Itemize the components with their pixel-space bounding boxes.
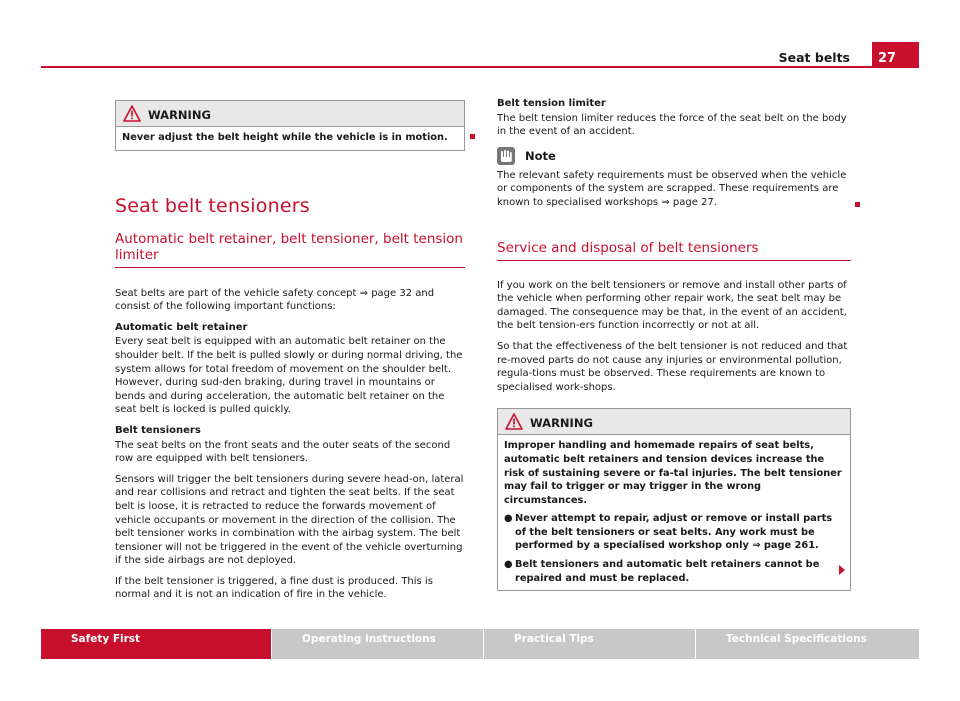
continue-arrow-icon (838, 565, 846, 575)
warning-title: WARNING (148, 108, 211, 122)
running-header-title: Seat belts (778, 50, 850, 65)
warning-title: WARNING (530, 416, 593, 431)
tab-safety-first[interactable]: Safety First (41, 629, 271, 659)
retainer-heading: Automatic belt retainer (115, 321, 248, 333)
page-number: 27 (872, 42, 919, 68)
right-column (497, 97, 851, 591)
note-hand-icon (497, 147, 515, 165)
warning-bullet-text: Never attempt to repair, adjust or remove or install parts of the belt tensioners or seat belts. Any work must be performed by a specialised workshop only ⇒ page 261. (515, 513, 833, 552)
warning-header (498, 409, 850, 435)
tensioners-heading: Belt tensioners (115, 424, 201, 436)
service-section-title: Service and disposal of belt tensioners (497, 240, 851, 261)
warning-triangle-icon (123, 105, 141, 122)
limiter-heading: Belt tension limiter (497, 98, 606, 109)
tab-technical-specifications[interactable]: Technical Specifications (695, 629, 919, 659)
left-column (115, 100, 465, 609)
footer-nav (41, 629, 919, 659)
intro-paragraph: Seat belts are part of the vehicle safety concept ⇒ page 32 and consist of the following important functions: (115, 287, 435, 313)
end-marker-right (855, 202, 860, 207)
warning-bullet (504, 512, 844, 558)
note-header (497, 147, 851, 165)
tab-operating-instructions[interactable]: Operating instructions (271, 629, 483, 659)
note-label: Note (525, 148, 556, 163)
note-paragraph: The relevant safety requirements must be observed when the vehicle or components of the system are scrapped. These requirements are known to specialised workshops ⇒ page 27. (497, 169, 847, 208)
warning-box-bottom (497, 408, 851, 591)
service-paragraph-2: So that the effectiveness of the belt tensioner is not reduced and that re-moved parts do not cause any injuries or environmental pollution, regula-tions must be observed. These requirements are known to specialised work-shops. (497, 340, 848, 393)
warning-text: Never adjust the belt height while the vehicle is in motion. (122, 132, 448, 143)
tensioners-paragraph-2: Sensors will trigger the belt tensioners during severe head-on, lateral and rear collisions and retract and tighten the seat belts. If the seat belt is loose, it is retracted to reduce the forwards movement of vehicle occupants or movement in the direction of the collision. The belt tensioner works in combination with the airbag system. The belt tensioner will not be triggered in the event of the vehicle overturning if the side airbags are not deployed. (115, 473, 464, 567)
bullet-dot: ● (504, 513, 513, 525)
end-marker-left (470, 134, 475, 139)
warning-box-top (115, 100, 465, 151)
tensioners-paragraph-3: If the belt tensioner is triggered, a fine dust is produced. This is normal and it is not an indication of fire in the vehicle. (115, 575, 433, 601)
warning-header (116, 101, 464, 127)
limiter-paragraph: The belt tension limiter reduces the force of the seat belt on the body in the event of an accident. (497, 112, 847, 138)
subsection-title: Automatic belt retainer, belt tensioner, belt tension limiter (115, 231, 465, 268)
warning-body (498, 435, 850, 590)
warning-bullet (504, 558, 844, 585)
warning-paragraph: Improper handling and homemade repairs of seat belts, automatic belt retainers and tension devices increase the risk of sustaining severe or fa-tal injuries. The belt tensioner may fail to trigger or may trigger in the wrong circumstances. (504, 440, 842, 506)
warning-triangle-icon (505, 413, 523, 430)
header-rule (41, 66, 919, 68)
service-paragraph-1: If you work on the belt tensioners or remove and install other parts of the vehicle when performing other repair work, the seat belt may be damaged. The consequence may be that, in the event of an accident, the belt tension-ers function incorrectly or not at all. (497, 279, 847, 332)
retainer-paragraph: Every seat belt is equipped with an automatic belt retainer on the shoulder belt. If the belt is pulled slowly or during normal driving, the system allows for total freedom of movement on the shoulder belt. However, during sud-den braking, during travel in mountains or bends and during acceleration, the automatic belt retainer on the seat belt is locked is pulled quickly. (115, 336, 463, 416)
section-title: Seat belt tensioners (115, 194, 310, 217)
bullet-dot: ● (504, 559, 513, 571)
warning-bullet-text: Belt tensioners and automatic belt retainers cannot be repaired and must be replaced. (515, 559, 820, 584)
tensioners-paragraph-1: The seat belts on the front seats and the outer seats of the second row are equipped with belt tensioners. (115, 439, 451, 465)
tab-practical-tips[interactable]: Practical Tips (483, 629, 695, 659)
